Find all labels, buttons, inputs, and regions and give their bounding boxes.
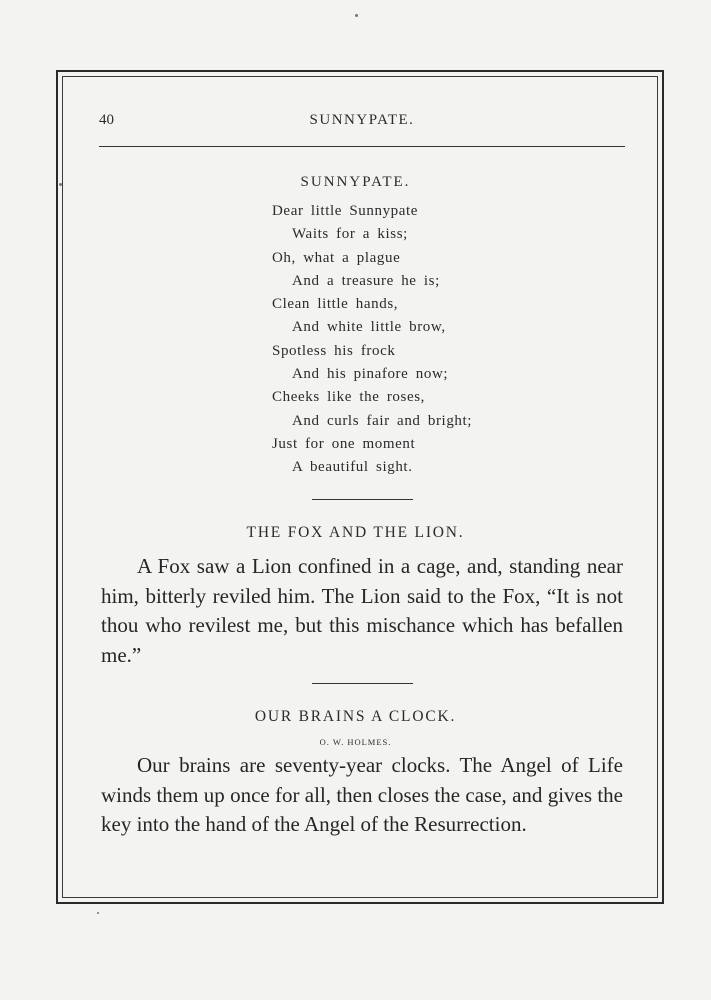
- running-head: [99, 112, 625, 134]
- section-divider: [312, 683, 413, 684]
- paper-speck: [97, 912, 99, 914]
- poem-line: Spotless his frock: [272, 342, 396, 359]
- poem-line: Waits for a kiss;: [292, 226, 408, 243]
- poem-line: Clean little hands,: [272, 296, 399, 313]
- running-title: SUNNYPATE.: [309, 112, 415, 128]
- poem-line: Cheeks like the roses,: [272, 389, 426, 406]
- page-number: 40: [99, 112, 114, 128]
- essay-author: O. W. HOLMES.: [319, 737, 392, 747]
- poem-line: And white little brow,: [292, 319, 446, 336]
- fable-title: THE FOX AND THE LION.: [246, 524, 465, 541]
- paper-speck: [355, 14, 358, 17]
- poem-line: Just for one moment: [272, 435, 416, 452]
- fable-text: A Fox saw a Lion confined in a cage, and, standing near him, bitterly reviled him. The Lion said to the Fox, “It is not thou who revilest me, but this mischance which has befallen me.”: [101, 554, 623, 667]
- poem-stanza: [272, 200, 592, 480]
- poem-line: A beautiful sight.: [292, 459, 413, 476]
- poem-title: SUNNYPATE.: [300, 174, 411, 190]
- poem-line: And a treasure he is;: [292, 272, 440, 289]
- header-rule: [99, 146, 625, 147]
- poem-line: Dear little Sunnypate: [272, 203, 419, 219]
- poem-line: And his pinafore now;: [292, 366, 449, 383]
- poem-line: Oh, what a plague: [272, 249, 401, 266]
- paper-speck: [59, 183, 62, 186]
- section-divider: [312, 499, 413, 500]
- essay-title: OUR BRAINS A CLOCK.: [254, 708, 457, 725]
- essay-text: Our brains are seventy-year clocks. The Angel of Life winds them up once for all, then closes the case, and gives the key into the hand of the Angel of the Resurrection.: [101, 753, 623, 836]
- poem-line: And curls fair and bright;: [292, 412, 473, 429]
